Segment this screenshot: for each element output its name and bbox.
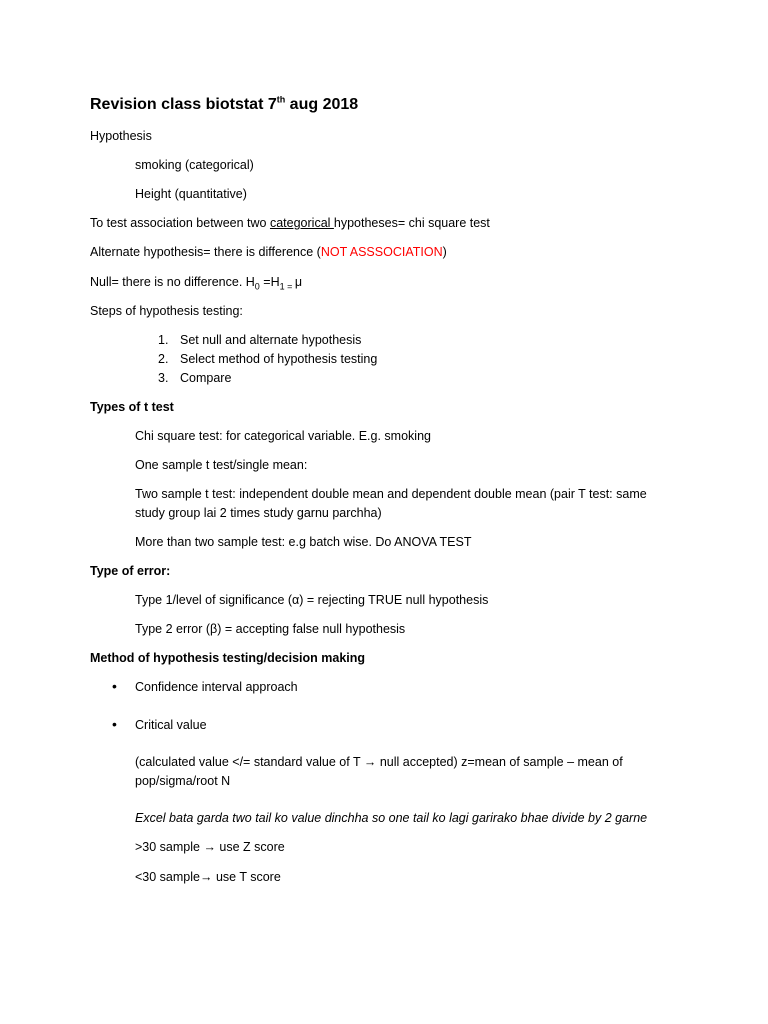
types-of-t-test-heading: Types of t test [90,400,174,414]
method-heading: Method of hypothesis testing/decision making [90,651,366,665]
t-score-line: <30 sample→ use T score [135,870,281,884]
step-text: Compare [180,371,232,385]
chi-square-line: Chi square test: for categorical variable. E.g. smoking [135,429,431,443]
two-sample-line: Two sample t test: independent double mean and dependent double mean (pair T test: same [135,487,647,501]
height-line: Height (quantitative) [135,187,247,201]
bullet-item: Confidence interval approach [135,680,298,694]
step-number: 3. [158,371,169,385]
step-text: Select method of hypothesis testing [180,352,378,366]
type2-error-line: Type 2 error (β) = accepting false null hypothesis [135,622,406,636]
calculated-value-line: (calculated value </= standard value of T → null accepted) z=mean of sample – mean of [135,755,623,769]
step-number: 1. [158,333,169,347]
type1-error-line: Type 1/level of significance (α) = rejecting TRUE null hypothesis [135,593,489,607]
z-score-line: >30 sample → use Z score [135,840,285,854]
step-number: 2. [158,352,169,366]
more-than-two-line: More than two sample test: e.g batch wise. Do ANOVA TEST [135,535,472,549]
bullet-icon: • [112,716,117,732]
type-of-error-heading: Type of error: [90,564,171,578]
bullet-item: Critical value [135,718,207,732]
two-sample-line-continued: study group lai 2 times study garnu parchha) [135,506,382,520]
bullet-icon: • [112,678,117,694]
hypothesis-line: Hypothesis [90,129,152,143]
step-text: Set null and alternate hypothesis [180,333,362,347]
alternate-hypothesis-line: Alternate hypothesis= there is difference (NOT ASSSOCIATION) [90,245,447,259]
document-title: Revision class biotstat 7th aug 2018 [90,94,359,113]
excel-note-line: Excel bata garda two tail ko value dinchha so one tail ko lagi garirako bhae divide by 2 garne [135,811,648,825]
steps-heading: Steps of hypothesis testing: [90,304,243,318]
calculated-value-line-continued: pop/sigma/root N [135,774,231,788]
one-sample-line: One sample t test/single mean: [135,458,308,472]
association-line: To test association between two categorical hypotheses= chi square test [90,216,490,230]
smoking-line: smoking (categorical) [135,158,254,172]
null-hypothesis-line: Null= there is no difference. $H_0 =H_{1 =}$ μ [90,275,303,292]
